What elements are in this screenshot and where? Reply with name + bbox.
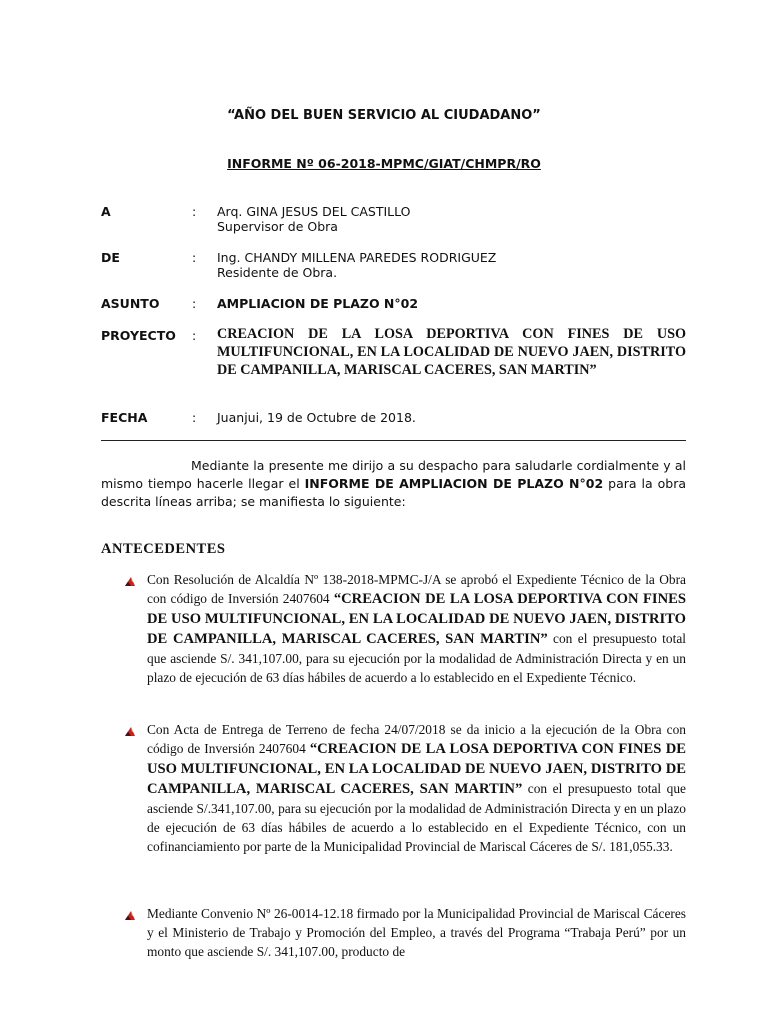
- antecedente-1-text: Con Resolución de Alcaldía Nº 138-2018-MPMC-J/A se aprobó el Expediente Técnico de la Obra con código de Inversión 2407604: [147, 572, 686, 606]
- field-de-colon: :: [192, 250, 197, 265]
- intro-text-bold: INFORME DE AMPLIACION DE PLAZO N°02: [304, 476, 604, 491]
- antecedente-3-text: Mediante Convenio Nº 26-0014-12.18 firmado por la Municipalidad Provincial de Mariscal Cáceres y el Ministerio de Trabajo y Promoción del Empleo, a través del Programa “Trabaja Perú” por un monto que asciende S/. 341,107.00, producto de: [147, 906, 686, 959]
- antecedente-2-project-name: “CREACION DE LA LOSA DEPORTIVA CON FINES DE USO MULTIFUNCIONAL, EN LA LOCALIDAD DE NUEVO JAEN, DISTRITO DE CAMPANILLA, MARISCAL CACERES, SAN MARTIN”: [147, 741, 686, 797]
- intro-text-after: para la obra descrita líneas arriba; se manifiesta lo siguiente:: [101, 476, 686, 509]
- antecedente-item-1: [147, 570, 686, 687]
- field-de-value: [217, 250, 496, 280]
- antecedente-1-text-end: con el presupuesto total que asciende S/. 341,107.00, para su ejecución por la modalidad de Administración Directa y en un plazo de ejecución de 63 días hábiles de acuerdo a lo establecido en el Expediente Técnico.: [147, 631, 686, 685]
- antecedente-2-text: Con Acta de Entrega de Terreno de fecha 24/07/2018 se da inicio a la ejecución de la Obra con código de Inversión 2407604: [147, 722, 686, 756]
- field-proyecto-label: PROYECTO: [101, 328, 176, 343]
- field-proyecto-colon: :: [192, 328, 197, 343]
- antecedente-1-project-name: “CREACION DE LA LOSA DEPORTIVA CON FINES DE USO MULTIFUNCIONAL, EN LA LOCALIDAD DE NUEVO JAEN, DISTRITO DE CAMPANILLA, MARISCAL CACERES, SAN MARTIN”: [147, 591, 686, 647]
- field-asunto-colon: :: [192, 296, 197, 311]
- arrow-bullet-icon: [124, 575, 136, 587]
- field-fecha-colon: :: [192, 410, 197, 425]
- field-asunto-label: ASUNTO: [101, 296, 160, 311]
- antecedente-item-2: [147, 720, 686, 856]
- informe-title: INFORME Nº 06-2018-MPMC/GIAT/CHMPR/RO: [227, 156, 541, 171]
- field-proyecto-value: CREACION DE LA LOSA DEPORTIVA CON FINES DE USO MULTIFUNCIONAL, EN LA LOCALIDAD DE NUEVO JAEN, DISTRITO DE CAMPANILLA, MARISCAL CACERES, SAN MARTIN”: [217, 326, 686, 378]
- recipient-role: Supervisor de Obra: [217, 219, 338, 234]
- field-de-label: DE: [101, 250, 120, 265]
- field-asunto-value: AMPLIACION DE PLAZO N°02: [217, 296, 419, 311]
- sender-role: Residente de Obra.: [217, 265, 338, 280]
- field-a-value: [217, 204, 411, 234]
- sender-name: Ing. CHANDY MILLENA PAREDES RODRIGUEZ: [217, 250, 497, 265]
- antecedente-2-text-end: con el presupuesto total que asciende S/.341,107.00, para su ejecución por la modalidad de Administración Directa y en un plazo de ejecución de 63 días hábiles de acuerdo a lo establecido en el Expediente Técnico, con un cofinanciamiento por parte de la Municipalidad Provincial de Mariscal Cáceres de S/. 181,055.33.: [147, 781, 686, 854]
- section-heading: ANTECEDENTES: [101, 541, 226, 557]
- intro-text-before: Mediante la presente me dirijo a su despacho para saludarle cordialmente y al mismo tiempo hacerle llegar el: [101, 458, 686, 491]
- year-motto: “AÑO DEL BUEN SERVICIO AL CIUDADANO”: [227, 108, 541, 123]
- field-a-label: A: [101, 204, 111, 219]
- field-fecha-label: FECHA: [101, 410, 148, 425]
- recipient-name: Arq. GINA JESUS DEL CASTILLO: [217, 204, 411, 219]
- antecedente-item-3: [147, 904, 686, 961]
- field-fecha-value: Juanjui, 19 de Octubre de 2018.: [217, 410, 416, 425]
- arrow-bullet-icon: [124, 725, 136, 737]
- arrow-bullet-icon: [124, 909, 136, 921]
- intro-paragraph: [101, 457, 686, 511]
- field-a-colon: :: [192, 204, 197, 219]
- header-divider: [101, 440, 686, 441]
